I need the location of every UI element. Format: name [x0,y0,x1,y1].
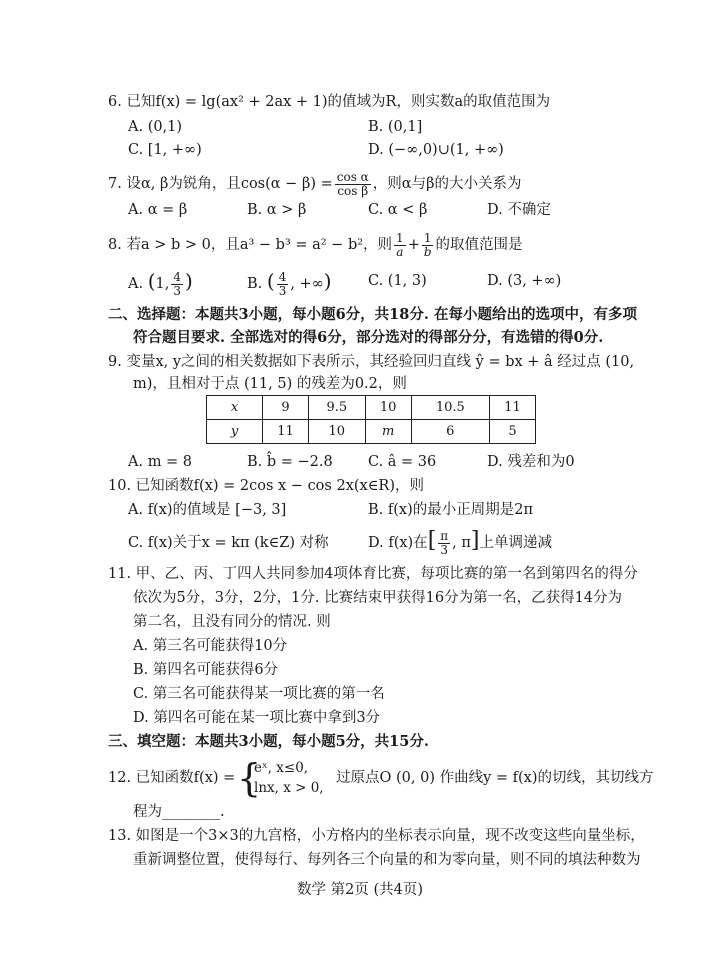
q11-stem-line1: 11. 甲、乙、丙、丁四人共同参加4项体育比赛，每项比赛的第一名到第四名的得分 [108,566,638,582]
q6-option-d: D. (−∞,0)∪(1, +∞) [368,142,504,158]
table-cell: 11 [263,420,309,444]
q12-piecewise-brace: { [237,756,262,800]
q6-option-c: C. [1, +∞) [128,142,202,158]
q6-option-b: B. (0,1] [368,119,423,135]
q9-option-b: B. b̂ = −2.8 [247,454,333,470]
q9-option-d: D. 残差和为0 [487,454,575,470]
section2-heading: 二、选择题：本题共3小题，每小题6分，共18分. 在每小题给出的选项中，有多项 [108,306,637,323]
q11-stem-line3: 第二名，且没有同分的情况. 则 [133,614,331,630]
q9-data-table [206,395,536,444]
q7-option-d: D. 不确定 [487,202,551,218]
table-cell: 11 [490,396,536,420]
q12-piecewise-cases [254,758,324,798]
q11-option-c: C. 第三名可能获得某一项比赛的第一名 [133,686,385,702]
section3-heading: 三、填空题：本题共3小题，每小题5分，共15分. [108,733,429,750]
q7-frac-den: cos β [337,183,369,198]
table-cell: 10 [308,420,365,444]
table-cell: 9 [263,396,309,420]
q9-option-c: C. â = 36 [368,454,437,470]
q10-option-c: C. f(x)关于x = kπ (k∈Z) 对称 [128,535,329,551]
q8-stem-b: 的取值范围是 [435,237,523,253]
table-cell: 10.5 [411,396,489,420]
section2-heading-cont: 符合题目要求. 全部选对的得6分，部分选对的得部分分，有选错的得0分. [133,329,604,346]
q12-stem-b: 过原点O (0, 0) 作曲线y = f(x)的切线，其切线方 [336,770,654,786]
table-cell: 5 [490,420,536,444]
q9-option-a: A. m = 8 [128,454,193,470]
table-cell: 9.5 [308,396,365,420]
q8-stem: 8. 若a > b > 0，且a³ − b³ = a² − b²，则 $\frac{1}{a}$ + $\frac{1}{b}$ 的取值范围是 [108,230,523,259]
table-cell: m [365,420,411,444]
q7-frac-num: cos α [336,169,369,184]
q9-stem-line2: m)，且相对于点 (11, 5) 的残差为0.2，则 [133,376,407,392]
q13-stem-line2: 重新调整位置，使得每行、每列各三个向量的和为零向量，则不同的填法种数为 [133,852,641,868]
q6-option-a: A. (0,1) [128,119,183,135]
table-cell: y [207,420,263,444]
q8-option-d: D. (3, +∞) [487,273,562,289]
q8-frac-1-over-a: $\frac{1}{a}$ [396,230,404,259]
q8-frac-1-over-b: $\frac{1}{b}$ [423,230,432,259]
q11-stem-line2: 依次为5分，3分，2分，1分. 比赛结束甲获得16分为第一名，乙获得14分为 [133,590,623,606]
table-row [207,420,536,444]
q11-option-d: D. 第四名可能在某一项比赛中拿到3分 [133,710,381,726]
q7-option-b: B. α > β [247,202,307,218]
q7-option-c: C. α < β [368,202,428,218]
q7-stem-a: 7. 设α, β为锐角，且cos(α − β) = [108,176,333,192]
page-footer: 数学 第2页 (共4页) [297,882,423,898]
q12-stem-line2: 程为________. [133,804,225,820]
table-cell: 10 [365,396,411,420]
q12-case-2: lnx, x > 0, [254,780,324,796]
q6-stem: 6. 已知f(x) = lg(ax² + 2ax + 1)的值域为R，则实数a的取值范围为 [108,94,551,110]
q13-stem-line1: 13. 如图是一个3×3的九宫格，小方格内的坐标表示向量，现不改变这些向量坐标， [108,828,645,844]
q7-fraction [335,171,371,198]
q8-stem-a: 8. 若a > b > 0，且a³ − b³ = a² − b²，则 [108,237,393,253]
q10-option-a: A. f(x)的值域是 [−3, 3] [128,502,287,518]
q11-option-b: B. 第四名可能获得6分 [133,662,279,678]
q12-case-1: eˣ, x≤0, [254,760,309,776]
q10-option-d: D. f(x)在[ $\frac{\pi}{3}$ , π]上单调递减 [368,528,553,557]
q8-option-b: B. ( $\frac{4}{3}$ , +∞) [247,269,332,298]
q8-option-a: A. (1, $\frac{4}{3}$ ) [128,269,193,298]
table-cell: 6 [411,420,489,444]
q12-stem-a: 12. 已知函数f(x) = [108,770,236,786]
q10-stem: 10. 已知函数f(x) = 2cos x − cos 2x(x∈R)，则 [108,478,425,494]
q7-stem-b: ，则α与β的大小关系为 [372,176,522,192]
table-row [207,396,536,420]
q10-option-b: B. f(x)的最小正周期是2π [368,502,533,518]
q7-stem [108,170,521,198]
q11-option-a: A. 第三名可能获得10分 [133,638,288,654]
q7-option-a: A. α = β [128,202,188,218]
table-cell: x [207,396,263,420]
q9-stem-line1: 9. 变量x, y之间的相关数据如下表所示，其经验回归直线 ŷ = bx + â 经过点 (10, [108,354,635,370]
q8-option-c: C. (1, 3) [368,273,427,289]
